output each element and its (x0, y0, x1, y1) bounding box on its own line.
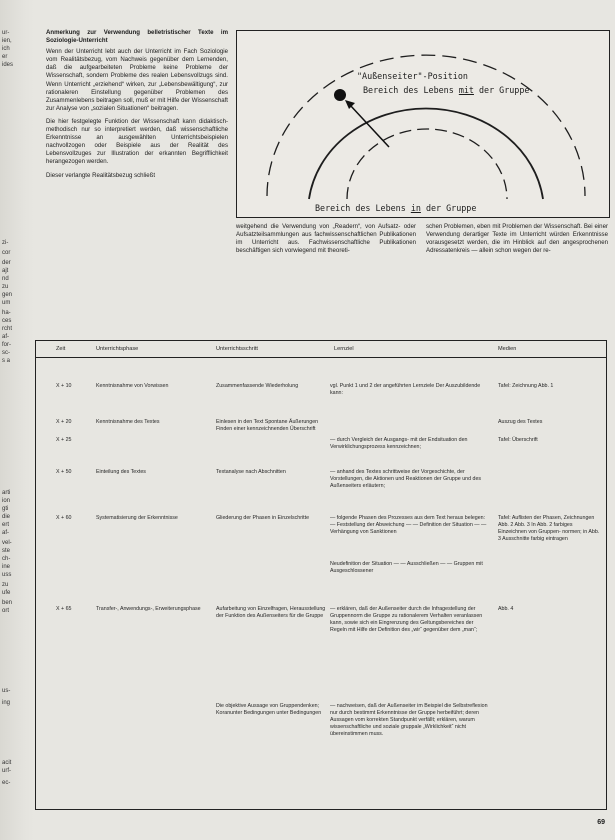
table-cell-phase: Kenntnisnahme des Textes (96, 419, 160, 425)
gutter-word: ben (2, 600, 13, 606)
table-cell-schritt: Gliederung der Phasen in Einzelschritte (216, 515, 310, 521)
gutter-word: urf- (2, 768, 11, 774)
gutter-word: um (2, 300, 11, 306)
table-cell-medien: Tafel: Auflisten der Phasen, Zeichnungen Abb. 2 Abb. 3 In Abb. 2 farbiges Einzeichnen von Gruppen- normen; in Abb. 3 Ausschnitte farbig eintragen (498, 515, 600, 542)
gutter-word: zu (2, 284, 9, 290)
gutter-word: ich (2, 46, 10, 52)
gutter-word: cor (2, 250, 11, 256)
gutter-word: ing (2, 700, 11, 706)
gutter-word: ces (2, 318, 12, 324)
header-lernziel: Lernziel (334, 346, 354, 352)
gutter-word: ort (2, 608, 10, 614)
gutter-word: sc- (2, 350, 10, 356)
gutter-word: ufe (2, 590, 11, 596)
outsider-diagram (236, 30, 610, 218)
gutter-word: ion (2, 498, 11, 504)
gutter-word: s a (2, 358, 11, 364)
gutter-word: er (2, 54, 8, 60)
table-cell-lernziel: — durch Vergleich der Ausgangs- mit der Endsituation den Verwirklichungsprozess kennzeichnen; (330, 437, 468, 450)
gutter-word: die (2, 514, 11, 520)
table-cell-lernziel: — folgende Phasen des Prozesses aus dem Text heraus belegen: — Feststellung der Abweichung — — Definition der Situation — — Verhängung von Sanktionen (330, 515, 487, 535)
middle-arc (309, 109, 543, 199)
table-cell-medien: Tafel: Zeichnung Abb. 1 (498, 383, 554, 389)
outsider-dot (334, 89, 346, 101)
table-cell-schritt: Aufarbeitung von Einzelfragen, Herausstellung der Funktion des Außenseiters für die Gruppe (216, 606, 326, 619)
gutter-word: af- (2, 530, 10, 536)
arrow-head (345, 100, 355, 109)
gutter-word: ien, (2, 38, 12, 44)
table-cell-phase: Transfer-, Anwendungs-, Erweiterungsphase (96, 606, 201, 612)
gutter-word: zu (2, 582, 9, 588)
gutter-word: ine (2, 564, 11, 570)
gutter-word: gti (2, 506, 9, 512)
table-cell-schritt: Einlesen in den Text Spontane Äußerungen Finden einer kennzeichnenden Überschrift (216, 419, 319, 432)
paragraph: schen Problemen, eben mit Problemen der Wissenschaft. Bei einer Verwendung derartiger Texte im Unterricht würden Erkenntnisse vorausgesetzt werden, die im Hinblick auf den angesprochenen Adressatenkreis — allein schon wegen der re- (426, 223, 608, 255)
table-cell-phase: Kenntnisnahme von Vorwissen (96, 383, 169, 389)
table-cell-schritt: Zusammenfassende Wiederholung (216, 383, 299, 389)
gutter-word: for- (2, 342, 11, 348)
table-cell-zeit: X + 60 (56, 515, 72, 521)
table-cell-lernziel: — nachweisen, daß der Außenseiter im Beispiel die Selbstreflexion nur durch bestimmt Erkenntnisse der Gruppe herbeiführt; deren Aussagen vom korrekten Standpunkt verfällt; erklären, warum wissenschaftliche und soziale gruppale „Wirklichkeit“ nicht übereinstimmen muss. (330, 703, 488, 737)
gutter-word: ec- (2, 780, 11, 786)
gutter-word: vel- (2, 540, 12, 546)
paragraph: Wenn der Unterricht lebt auch der Unterricht im Fach Soziologie vom Realitätsbezug, vom Nachweis gegenüber dem Lernenden, daß die aufgearbeiteten Probleme keine Probleme der Wissenschaft, sondern Probleme des realen Lebensvollzugs sind. Wenn Unterricht „erziehend“ wirken, zur „Lebensbewältigung“, zur rationaleren Einstellung gegenüber Problemen des Zusammenlebens beitragen soll, muß er mit Hilfe der Wissenschaft zur Analyse von „sozialen Situationen“ beitragen. (46, 48, 228, 112)
page-number: 69 (597, 819, 605, 826)
gutter-word: nd (2, 276, 9, 282)
table-cell-zeit: X + 25 (56, 437, 72, 443)
table-cell-medien: Tafel: Überschrift (498, 437, 538, 443)
table-cell-lernziel: Neudefinition der Situation — — Ausschließen — — Gruppen mit Ausgeschlossener (330, 561, 483, 574)
header-phase: Unterrichtsphase (96, 346, 139, 352)
gutter-word: ch- (2, 556, 11, 562)
left-column (46, 29, 228, 185)
arrow-shaft (350, 105, 389, 147)
life-in-group-label: Bereich des Lebens in der Gruppe (315, 203, 477, 213)
paragraph: weitgehend die Verwendung von „Readern“, von Aufsatz- oder Aufsatzteilsammlungen aus fachwissenschaftlichen Publikationen im Unterricht aus. Fachwissenschaftliche Publikationen beschäftigen sich vorwiegend mit theoreti- (236, 223, 416, 255)
previous-page-margin (0, 0, 34, 840)
gutter-word: ste (2, 548, 11, 554)
lesson-plan-table (35, 340, 607, 810)
gutter-word: zi- (2, 240, 9, 246)
table-cell-phase: Einteilung des Textes (96, 469, 146, 475)
paragraph: Dieser verlangte Realitätsbezug schließt (46, 171, 156, 179)
gutter-word: ajt (2, 268, 9, 274)
gutter-word: ert (2, 522, 10, 528)
diagram-drawing (237, 31, 609, 217)
table-cell-lernziel: vgl. Punkt 1 und 2 der angeführten Lernziele Der Auszubildende kann: (330, 383, 481, 396)
table-cell-zeit: X + 10 (56, 383, 72, 389)
table-cell-zeit: X + 50 (56, 469, 72, 475)
gutter-word: acit (2, 760, 12, 766)
gutter-word: af- (2, 334, 10, 340)
header-schritt: Unterrichtsschritt (216, 346, 258, 352)
table-cell-schritt: Textanalyse nach Abschnitten (216, 469, 286, 475)
table-cell-lernziel: — anhand des Textes schrittweise der Vorgeschichte, der Vorstellungen, die Aktionen und Reaktionen der Gruppe und des Außenseiters erläutern; (330, 469, 482, 489)
gutter-word: uss (2, 572, 12, 578)
gutter-word: ides (2, 62, 14, 68)
gutter-word: der (2, 260, 11, 266)
table-cell-lernziel: — erklären, daß der Außenseiter durch die Infragestellung der Gruppennorm die Gruppe zu rationalerem Verhalten veranlassen kann, sowie sich ein Eingrenzung des Geltungsbereiches der Regeln mit Hilfe der Definition des „wir“ gegenüber dem „man“; (330, 606, 483, 633)
table-cell-medien: Abb. 4 (498, 606, 514, 612)
table-cell-zeit: X + 20 (56, 419, 72, 425)
gutter-word: us- (2, 688, 11, 694)
gutter-word: arti (2, 490, 11, 496)
table-cell-medien: Auszug des Textes (498, 419, 543, 425)
middle-column (236, 223, 416, 260)
gutter-word: gen (2, 292, 13, 298)
inner-arc (347, 129, 507, 199)
table-cell-zeit: X + 65 (56, 606, 72, 612)
right-column (426, 223, 608, 260)
table-header (36, 341, 606, 358)
paragraph: Die hier festgelegte Funktion der Wissenschaft kann didaktisch-methodisch nur so interpretiert werden, daß wissenschaftliche Erkenntnisse an ausgewählten Unterrichtsbeispielen nachvollzogen oder Beispiele aus der Realität des Lebensvollzuges zur Illustration der erkannten Begrifflichkeit herangezogen werden. (46, 117, 228, 166)
header-zeit: Zeit (56, 346, 66, 352)
table-cell-schritt: Die objektive Aussage von Gruppendenken; Koranunter Bedingungen unter Bedingungen (216, 703, 322, 716)
outsider-position-label: "Außenseiter"-Position (357, 71, 468, 81)
section-heading: Anmerkung zur Verwendung belletristischer Texte im Soziologie-Unterricht (46, 29, 228, 45)
life-with-group-label: Bereich des Lebens mit der Gruppe (363, 85, 530, 95)
table-cell-phase: Systematisierung der Erkenntnisse (96, 515, 178, 521)
gutter-word: ha- (2, 310, 11, 316)
gutter-word: rcht (2, 326, 13, 332)
header-medien: Medien (498, 346, 517, 352)
gutter-word: ur- (2, 30, 10, 36)
